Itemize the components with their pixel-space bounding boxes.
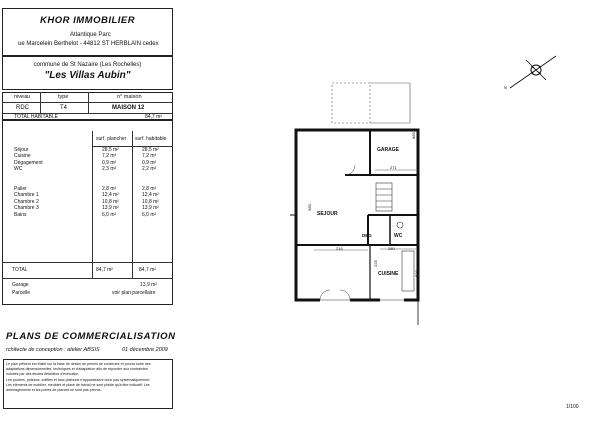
rooms-group2 [14, 186, 169, 218]
plans-title: PLANS DE COMMERCIALISATION [6, 331, 176, 342]
total-plancher: 84,7 m² [96, 267, 113, 273]
room-row: Chambre 2 10,8 m² 10,8 m² [14, 198, 159, 205]
total-label: TOTAL [12, 267, 28, 273]
plan-date: 01 décembre 2009 [122, 347, 168, 353]
room-sejour-label: SEJOUR [317, 211, 338, 217]
dim-580: 580 [306, 204, 312, 211]
dim-520: 520 [413, 270, 419, 277]
north-compass [500, 52, 560, 96]
room-garage-label: GARAGE [377, 147, 399, 153]
room-row: WC 2,3 m² 2,2 m² [14, 166, 157, 173]
company-address-line2: ue Marcelein Berthelot - 44812 ST HERBLAIN cedex [18, 41, 159, 47]
lot-col-maison: n° maison [117, 94, 142, 100]
total-habitable-label: TOTAL HABITABLE [14, 114, 58, 120]
project-commune: commune de St Nazaire (Les Rochelles) [33, 62, 142, 68]
room-deg-label: DEG [362, 233, 372, 238]
disclaimer-line: Le plan présent est établi sur la base de dessin de permis de construire et pourra subir des [6, 362, 151, 366]
disclaimer-line: induites par des études détaillées d'exécution. [6, 372, 80, 377]
dim-271: 271 [390, 165, 397, 170]
room-wc-label: WC [394, 233, 403, 239]
compass-north-label: N [504, 85, 507, 90]
col-surf-habitable: surf. habitable [135, 136, 167, 142]
lot-col-niveau: niveau [14, 94, 31, 100]
room-row: Bains 6,0 m² 6,0 m² [14, 211, 157, 218]
disclaimer-line: Les éléments de mobilier, meubles et place de travail ne sont plaidé qu'à titre indicatif. Les [6, 382, 150, 387]
architect-line: rchitecte de conception : atelier ABSIS [6, 347, 100, 353]
room-row: Séjour 28,5 m² 28,5 m² [14, 147, 159, 153]
dim-225: 225 [372, 260, 378, 267]
room-cuisine-label: CUISINE [378, 271, 399, 277]
room-row: Chambre 1 12,4 m² 12,4 m² [14, 192, 159, 199]
company-name: KHOR IMMOBILIER [40, 15, 136, 26]
dim-216: 216 [336, 246, 343, 251]
total-habitable: 84,7 m² [139, 267, 156, 273]
lot-maison-value: MAISON 12 [112, 105, 145, 111]
disclaimer-line: adaptations dimensionnelles, techniques et d'adaptation afin de répondre aux contraintes [6, 367, 148, 372]
parcelle-label: Parcelle [12, 290, 31, 296]
room-row: Chambre 3 13,9 m² 13,9 m² [14, 205, 159, 212]
room-row: Dégagement 0,9 m² 0,9 m² [14, 159, 157, 166]
parcelle-value: voir plan parcellaire [112, 290, 156, 296]
disclaimer-line: Les poutres, poteaux, soffites et faux plafonds n'apparaissent donc pas systématiquement. [6, 377, 151, 382]
garage-label: Garage [12, 282, 29, 288]
room-row: Cuisine 7,2 m² 7,2 m² [14, 153, 157, 160]
lot-type-value: T4 [60, 105, 68, 111]
plan-scale: 1/100 [566, 404, 579, 410]
lot-col-type: type [58, 94, 69, 100]
room-row: Palier 2,8 m² 2,8 m² [14, 186, 157, 192]
compass-icon [500, 52, 560, 96]
disclaimer-text [6, 362, 151, 393]
col-surf-plancher: surf. plancher [96, 136, 127, 142]
garage-value: 13,9 m² [140, 282, 157, 288]
project-name: "Les Villas Aubin" [44, 70, 131, 81]
dim-880: 880 [410, 132, 416, 139]
company-address-line1: Atlantique Parc [70, 32, 111, 38]
lot-niveau-value: RDC [16, 105, 29, 111]
floor-plan [280, 75, 440, 335]
dim-280: 280 [388, 246, 395, 251]
floor-plan-drawing [280, 75, 440, 335]
total-habitable-value: 84,7 m² [145, 114, 162, 120]
rooms-group1 [14, 147, 169, 173]
disclaimer-line: aménagements et les portes de placard ne sont pas prévus. [6, 388, 102, 393]
